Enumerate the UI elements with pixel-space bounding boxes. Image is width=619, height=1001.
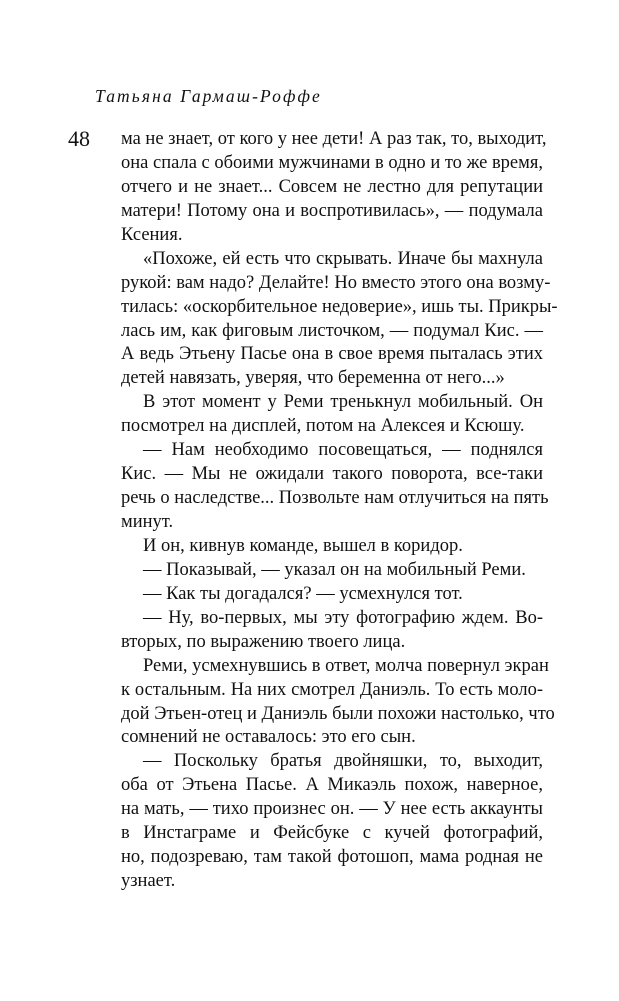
text-line: к остальным. На них смотрел Даниэль. То есть моло- (121, 679, 543, 700)
text-line: В этот момент у Реми тренькнул мобильный. Он (143, 392, 543, 413)
text-line: «Похоже, ей есть что скрывать. Иначе бы махнула (143, 248, 543, 269)
text-line: — Ну, во-первых, мы эту фотографию ждем. Во- (143, 607, 543, 628)
text-line: посмотрел на дисплей, потом на Алексея и Ксюшу. (121, 416, 525, 437)
text-line: оба от Этьена Пасье. А Микаэль похож, наверное, (121, 775, 543, 796)
text-line: дой Этьен-отец и Даниэль были похожи настолько, что (121, 703, 555, 724)
text-line: узнает. (121, 871, 176, 892)
text-line: А ведь Этьену Пасье она в свое время пыталась этих (121, 344, 543, 365)
text-line: на мать, — тихо произнес он. — У нее есть аккаунты (121, 799, 543, 820)
body-text (121, 128, 558, 894)
text-line: И он, кивнув команде, вышел в коридор. (143, 535, 463, 556)
text-line: рукой: вам надо? Делайте! Но вместо этого она возму- (121, 272, 551, 293)
text-line: — Поскольку братья двойняшки, то, выходит, (143, 751, 543, 772)
text-line: отчего и не знает... Совсем не лестно для репутации (121, 176, 543, 197)
text-line: минут. (121, 512, 174, 532)
text-line: Ксения. (121, 224, 183, 245)
text-line: Кис. — Мы не ожидали такого поворота, все-таки (121, 464, 543, 485)
running-head: Татьяна Гармаш-Роффе (95, 86, 322, 106)
text-line: речь о наследстве... Позвольте нам отлучиться на пять (121, 488, 549, 509)
text-line: тилась: «оскорбительное недоверие», ишь ты. Прикры- (121, 296, 558, 317)
text-line: сомнений не оставалось: это его сын. (121, 727, 416, 748)
text-line: матери! Потому она и воспротивилась», — подумала (121, 200, 543, 221)
text-line: но, подозреваю, там такой фотошоп, мама родная не (121, 847, 543, 868)
page-number: 48 (68, 126, 90, 151)
text-line: — Показывай, — указал он на мобильный Реми. (143, 559, 526, 580)
text-line: она спала с обоими мужчинами в одно и то же время, (121, 152, 543, 173)
text-line: — Как ты догадался? — усмехнулся тот. (143, 583, 463, 604)
text-line: в Инстаграме и Фейсбуке с кучей фотографий, (121, 823, 543, 844)
text-line: ма не знает, от кого у нее дети! А раз так, то, выходит, (121, 129, 547, 149)
text-line: лась им, как фиговым листочком, — подумал Кис. — (121, 320, 543, 341)
text-line: детей навязать, уверяя, что беременна от него...» (121, 368, 505, 389)
text-line: Реми, усмехнувшись в ответ, молча повернул экран (143, 655, 549, 676)
text-line: — Нам необходимо посовещаться, — поднялся (143, 440, 543, 461)
text-line: вторых, по выражению твоего лица. (121, 631, 406, 652)
